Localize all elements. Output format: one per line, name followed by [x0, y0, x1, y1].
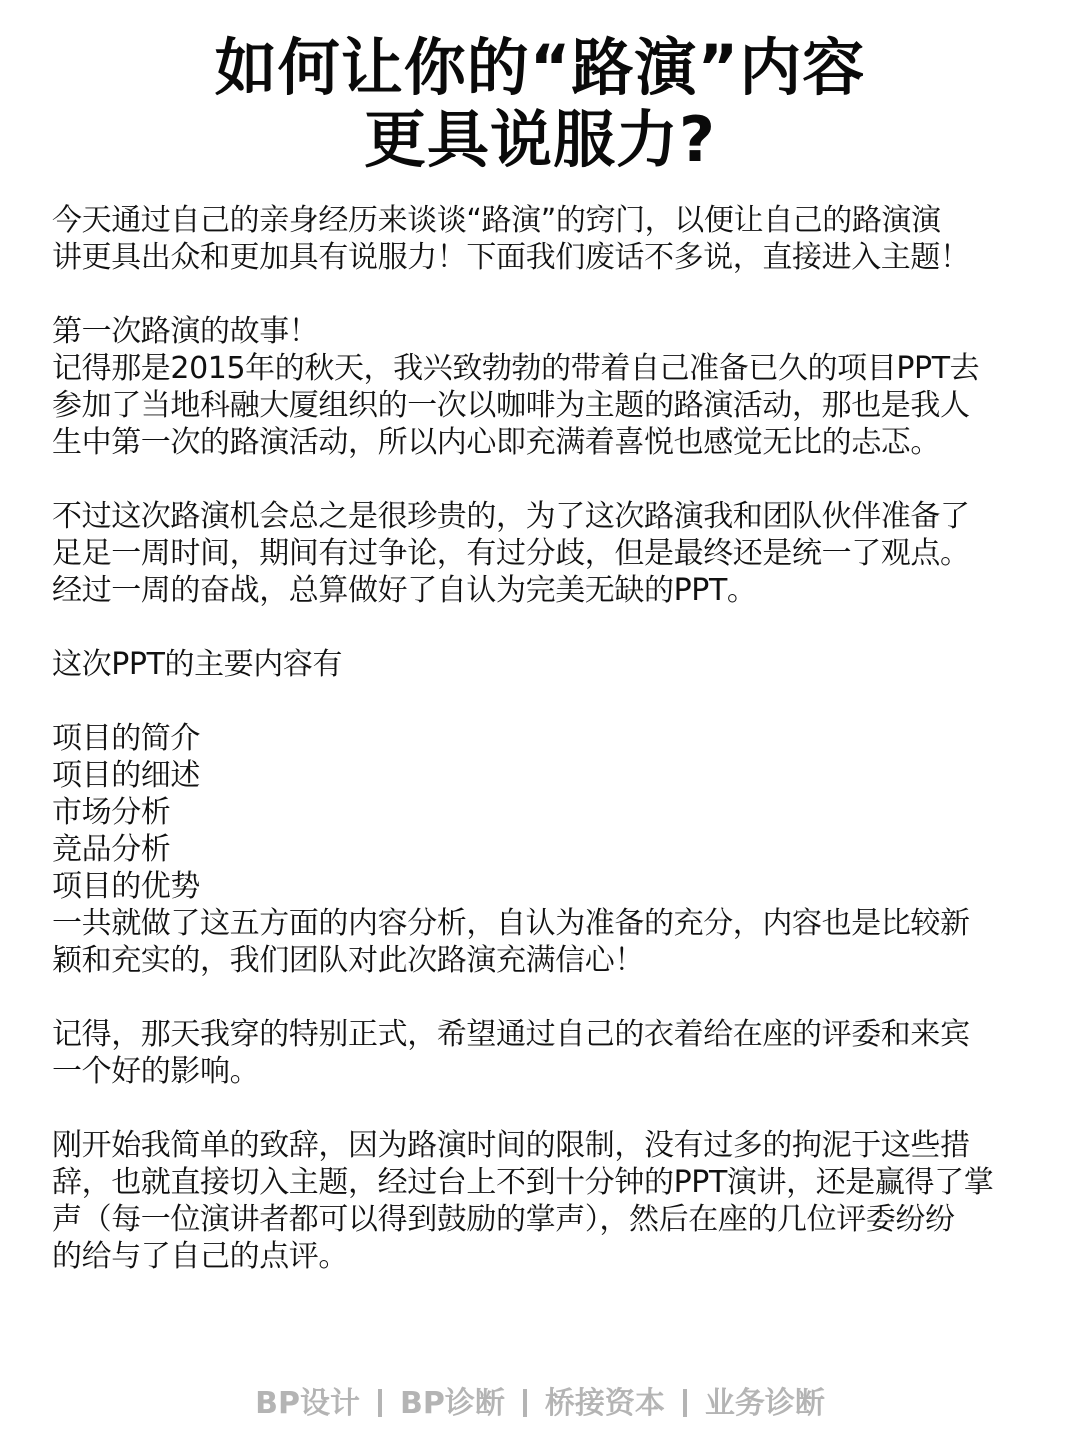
list-item: 项目的优势: [52, 869, 200, 904]
section-heading: 第一次路演的故事！: [52, 314, 319, 349]
list-item: 竞品分析: [52, 832, 171, 867]
paragraph-line: 记得，那天我穿的特别正式，希望通过自己的衣着给在座的评委和来宾: [52, 1017, 970, 1052]
list-item: 项目的简介: [52, 721, 200, 756]
footer-item-bp-design: BP设计: [255, 1386, 360, 1421]
ppt-contents-intro: 这次PPT的主要内容有: [52, 647, 343, 682]
paragraph-line: 一个好的影响。: [52, 1054, 260, 1089]
paragraph-line: 声（每一位演讲者都可以得到鼓励的掌声），然后在座的几位评委纷纷: [52, 1202, 955, 1237]
paragraph-line: 参加了当地科融大厦组织的一次以咖啡为主题的路演活动，那也是我人: [52, 388, 970, 423]
paragraph-line: 生中第一次的路演活动，所以内心即充满着喜悦也感觉无比的忐忑。: [52, 425, 940, 460]
list-item: 项目的细述: [52, 758, 200, 793]
paragraph-line: 记得那是2015年的秋天，我兴致勃勃的带着自己准备已久的项目PPT去: [52, 351, 980, 386]
title-line-1: 如何让你的“路演”内容: [214, 31, 866, 104]
footer-item-bp-diagnosis: BP诊断: [400, 1386, 505, 1421]
footer-item-bridge-capital: 桥接资本: [544, 1386, 665, 1421]
paragraph-line: 的给与了自己的点评。: [52, 1239, 348, 1274]
footer-item-business-diagnosis: 业务诊断: [704, 1386, 825, 1421]
paragraph-spacer: [52, 276, 1042, 313]
intro-line: 今天通过自己的亲身经历来谈谈“路演”的窍门，以便让自己的路演演: [52, 203, 941, 238]
paragraph-line: 颖和充实的，我们团队对此次路演充满信心！: [52, 943, 644, 978]
footer-divider: [683, 1389, 687, 1417]
page-title: [0, 32, 1080, 176]
paragraph-line: 刚开始我简单的致辞，因为路演时间的限制，没有过多的拘泥于这些措: [52, 1128, 970, 1163]
title-line-2: 更具说服力?: [364, 103, 716, 176]
footer-divider: [523, 1389, 527, 1417]
intro-line: 讲更具出众和更加具有说服力！下面我们废话不多说，直接进入主题！: [52, 240, 970, 275]
paragraph-spacer: [52, 609, 1042, 646]
paragraph-line: 不过这次路演机会总之是很珍贵的，为了这次路演我和团队伙伴准备了: [52, 499, 970, 534]
footer-services: [0, 1384, 1080, 1424]
paragraph-spacer: [52, 979, 1042, 1016]
paragraph-spacer: [52, 683, 1042, 720]
paragraph-spacer: [52, 461, 1042, 498]
paragraph-line: 一共就做了这五方面的内容分析，自认为准备的充分，内容也是比较新: [52, 906, 970, 941]
footer-divider: [378, 1389, 382, 1417]
paragraph-line: 辞，也就直接切入主题，经过台上不到十分钟的PPT演讲，还是赢得了掌: [52, 1165, 994, 1200]
article-body: [52, 202, 1042, 1275]
paragraph-spacer: [52, 1090, 1042, 1127]
paragraph-line: 经过一周的奋战，总算做好了自认为完美无缺的PPT。: [52, 573, 757, 608]
list-item: 市场分析: [52, 795, 171, 830]
paragraph-line: 足足一周时间，期间有过争论，有过分歧，但是最终还是统一了观点。: [52, 536, 970, 571]
